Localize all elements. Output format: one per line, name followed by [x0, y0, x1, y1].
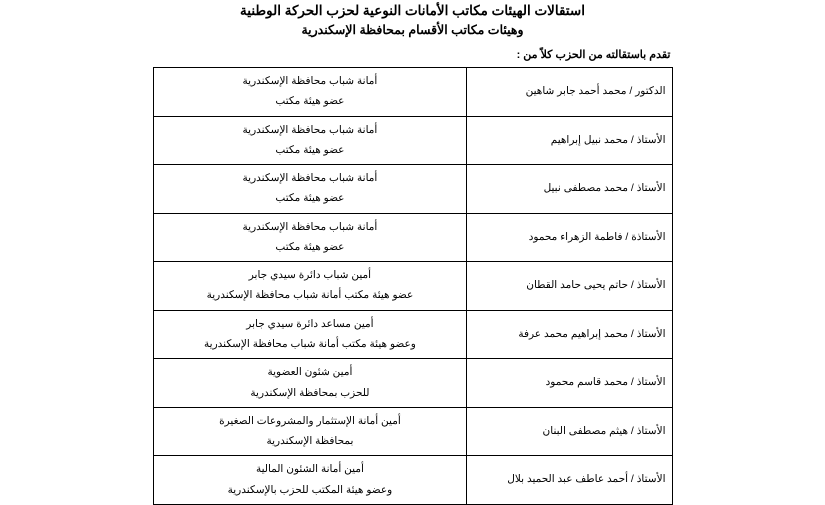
- person-name: الأستاذ / محمد إبراهيم محمد عرفة: [467, 310, 672, 359]
- role-line: أمانة شباب محافظة الإسكندرية: [242, 172, 378, 185]
- document-title: [153, 2, 673, 39]
- person-role: [153, 116, 467, 165]
- role-line: أمين شئون العضوية: [267, 366, 353, 379]
- role-line: بمحافظة الإسكندرية: [266, 435, 354, 448]
- table-row: [153, 359, 672, 408]
- resignations-table: [153, 67, 673, 505]
- role-line: وعضو هيئة مكتب أمانة شباب محافظة الإسكندرية: [204, 338, 416, 351]
- person-role: [153, 68, 467, 117]
- person-role: [153, 456, 467, 505]
- role-line: عضو هيئة مكتب: [275, 143, 345, 156]
- role-line: عضو هيئة مكتب أمانة شباب محافظة الإسكندرية: [206, 289, 414, 302]
- role-line: عضو هيئة مكتب: [275, 192, 345, 205]
- person-role: [153, 359, 467, 408]
- role-line: أمانة شباب محافظة الإسكندرية: [242, 75, 378, 88]
- person-role: [153, 213, 467, 262]
- person-name: الدكتور / محمد أحمد جابر شاهين: [467, 68, 672, 117]
- table-row: [153, 310, 672, 359]
- person-role: [153, 407, 467, 456]
- person-name: الأستاذ / أحمد عاطف عبد الحميد بلال: [467, 456, 672, 505]
- role-line: أمين شباب دائرة سيدي جابر: [248, 269, 372, 282]
- table-row: [153, 68, 672, 117]
- role-line: وعضو هيئة المكتب للحزب بالإسكندرية: [227, 483, 393, 496]
- person-name: الأستاذ / محمد مصطفى نبيل: [467, 165, 672, 214]
- table-row: [153, 213, 672, 262]
- person-role: [153, 310, 467, 359]
- title-line-2: وهيئات مكاتب الأقسام بمحافظة الإسكندرية: [301, 23, 524, 38]
- table-row: [153, 165, 672, 214]
- table-row: [153, 456, 672, 505]
- table-body: [153, 68, 672, 505]
- role-line: أمانة شباب محافظة الإسكندرية: [242, 123, 378, 136]
- person-role: [153, 262, 467, 311]
- title-line-1: استقالات الهيئات مكاتب الأمانات النوعية لحزب الحركة الوطنية: [240, 3, 585, 18]
- document-body: [153, 0, 673, 505]
- role-line: أمين أمانة الشئون المالية: [255, 463, 364, 476]
- person-name: الأستاذ / محمد نبيل إبراهيم: [467, 116, 672, 165]
- table-row: [153, 262, 672, 311]
- person-name: الأستاذ / حاتم يحيى حامد القطان: [467, 262, 672, 311]
- role-line: أمين أمانة الإستثمار والمشروعات الصغيرة: [219, 414, 401, 427]
- role-line: عضو هيئة مكتب: [275, 95, 345, 108]
- person-role: [153, 165, 467, 214]
- role-line: للحزب بمحافظة الإسكندرية: [250, 386, 370, 399]
- person-name: الأستاذ / هيثم مصطفى البنان: [467, 407, 672, 456]
- role-line: عضو هيئة مكتب: [275, 240, 345, 253]
- person-name: الأستاذة / فاطمة الزهراء محمود: [467, 213, 672, 262]
- person-name: الأستاذ / محمد قاسم محمود: [467, 359, 672, 408]
- role-line: أمين مساعد دائرة سيدي جابر: [246, 317, 374, 330]
- table-row: [153, 116, 672, 165]
- intro-text: تقدم باستقالته من الحزب كلاً من :: [516, 49, 671, 62]
- role-line: أمانة شباب محافظة الإسكندرية: [242, 220, 378, 233]
- table-row: [153, 407, 672, 456]
